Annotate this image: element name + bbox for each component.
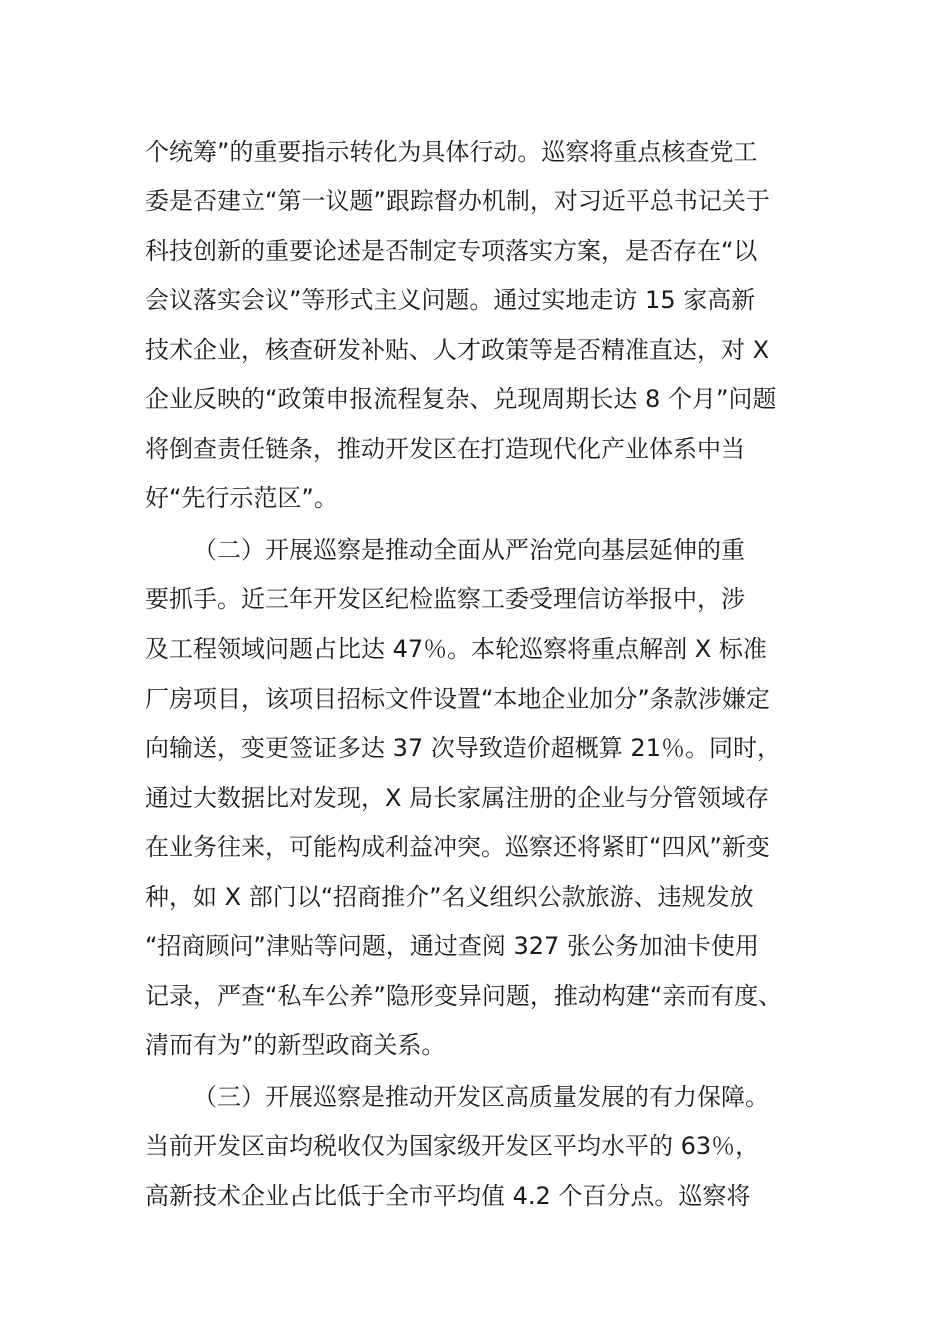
text-line: 记录，严查“私车公养”隐形变异问题，推动构建“亲而有度、 <box>145 982 783 1010</box>
text-line: （三）开展巡察是推动开发区高质量发展的有力保障。 <box>193 1083 769 1111</box>
text-line: 通过大数据比对发现，X 局长家属注册的企业与分管领域存 <box>145 784 770 812</box>
text-line: 在业务往来，可能构成利益冲突。巡察还将紧盯“四风”新变 <box>145 833 770 861</box>
text-line: （二）开展巡察是推动全面从严治党向基层延伸的重 <box>193 536 745 564</box>
text-line: 技术企业，核查研发补贴、人才政策等是否精准直达，对 X <box>145 336 770 364</box>
text-line: 个统筹”的重要指示转化为具体行动。巡察将重点核查党工 <box>145 138 758 166</box>
text-line: 清而有为”的新型政商关系。 <box>145 1031 446 1059</box>
text-line: 当前开发区亩均税收仅为国家级开发区平均水平的 63％， <box>145 1132 760 1160</box>
text-line: 委是否建立“第一议题”跟踪督办机制，对习近平总书记关于 <box>145 187 770 215</box>
text-line: 将倒查责任链条，推动开发区在打造现代化产业体系中当 <box>145 435 745 463</box>
text-line: 种，如 X 部门以“招商推介”名义组织公款旅游、违规发放 <box>145 883 754 911</box>
text-line: “招商顾问”津贴等问题，通过查阅 327 张公务加油卡使用 <box>145 932 759 960</box>
text-line: 好“先行示范区”。 <box>145 484 338 512</box>
text-line: 企业反映的“政策申报流程复杂、兑现周期长达 8 个月”问题 <box>145 385 777 413</box>
text-line: 厂房项目，该项目招标文件设置“本地企业加分”条款涉嫌定 <box>145 685 770 713</box>
text-line: 向输送，变更签证多达 37 次导致造价超概算 21％。同时， <box>145 734 781 762</box>
text-line: 会议落实会议”等形式主义问题。通过实地走访 15 家高新 <box>145 286 756 314</box>
text-line: 要抓手。近三年开发区纪检监察工委受理信访举报中，涉 <box>145 585 745 613</box>
text-line: 高新技术企业占比低于全市平均值 4.2 个百分点。巡察将 <box>145 1182 751 1210</box>
text-line: 科技创新的重要论述是否制定专项落实方案，是否存在“以 <box>145 237 758 265</box>
text-line: 及工程领域问题占比达 47％。本轮巡察将重点解剖 X 标准 <box>145 635 767 663</box>
